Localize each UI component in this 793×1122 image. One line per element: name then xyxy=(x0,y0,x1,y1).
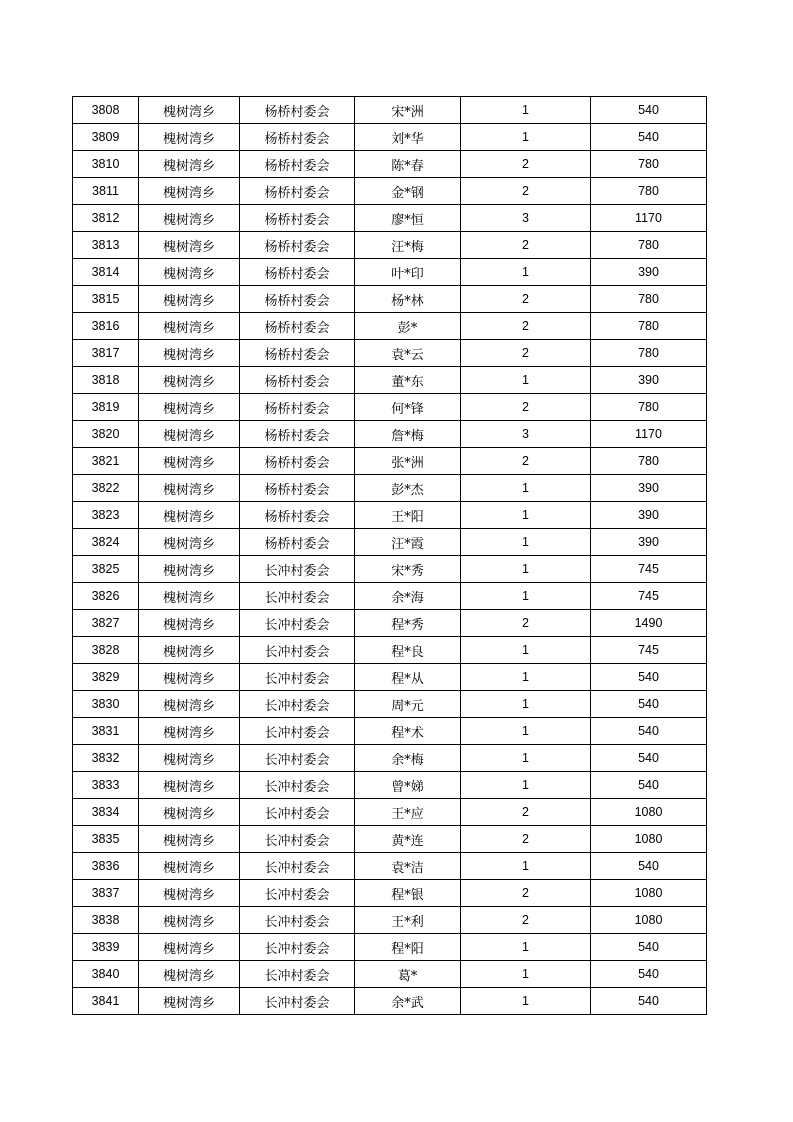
cell-count: 2 xyxy=(461,907,591,934)
cell-village-committee: 杨桥村委会 xyxy=(240,313,355,340)
cell-name: 彭*杰 xyxy=(355,475,461,502)
cell-township: 槐树湾乡 xyxy=(139,529,240,556)
table-row xyxy=(73,583,707,610)
cell-name: 葛* xyxy=(355,961,461,988)
cell-count: 3 xyxy=(461,205,591,232)
cell-count: 1 xyxy=(461,664,591,691)
cell-village-committee: 长冲村委会 xyxy=(240,664,355,691)
cell-count: 1 xyxy=(461,502,591,529)
cell-amount: 390 xyxy=(591,367,707,394)
cell-count: 1 xyxy=(461,772,591,799)
cell-amount: 1080 xyxy=(591,826,707,853)
cell-amount: 390 xyxy=(591,475,707,502)
cell-township: 槐树湾乡 xyxy=(139,610,240,637)
cell-amount: 780 xyxy=(591,286,707,313)
table-row xyxy=(73,745,707,772)
cell-township: 槐树湾乡 xyxy=(139,799,240,826)
table-row xyxy=(73,394,707,421)
table-row xyxy=(73,340,707,367)
cell-name: 宋*洲 xyxy=(355,97,461,124)
cell-serial-number: 3810 xyxy=(73,151,139,178)
cell-serial-number: 3820 xyxy=(73,421,139,448)
cell-amount: 390 xyxy=(591,259,707,286)
cell-count: 1 xyxy=(461,259,591,286)
cell-count: 1 xyxy=(461,691,591,718)
cell-name: 金*钢 xyxy=(355,178,461,205)
cell-count: 3 xyxy=(461,421,591,448)
cell-village-committee: 杨桥村委会 xyxy=(240,475,355,502)
cell-name: 汪*霞 xyxy=(355,529,461,556)
cell-amount: 540 xyxy=(591,718,707,745)
cell-village-committee: 杨桥村委会 xyxy=(240,259,355,286)
cell-amount: 540 xyxy=(591,745,707,772)
cell-count: 2 xyxy=(461,178,591,205)
cell-serial-number: 3837 xyxy=(73,880,139,907)
cell-serial-number: 3821 xyxy=(73,448,139,475)
cell-count: 1 xyxy=(461,745,591,772)
table-row xyxy=(73,799,707,826)
cell-name: 袁*云 xyxy=(355,340,461,367)
cell-count: 2 xyxy=(461,826,591,853)
cell-serial-number: 3822 xyxy=(73,475,139,502)
cell-village-committee: 杨桥村委会 xyxy=(240,367,355,394)
cell-serial-number: 3827 xyxy=(73,610,139,637)
cell-township: 槐树湾乡 xyxy=(139,448,240,475)
cell-village-committee: 长冲村委会 xyxy=(240,772,355,799)
cell-amount: 780 xyxy=(591,232,707,259)
table-row xyxy=(73,961,707,988)
cell-serial-number: 3832 xyxy=(73,745,139,772)
cell-amount: 780 xyxy=(591,178,707,205)
cell-serial-number: 3828 xyxy=(73,637,139,664)
table-row xyxy=(73,151,707,178)
cell-amount: 540 xyxy=(591,124,707,151)
cell-amount: 1080 xyxy=(591,799,707,826)
cell-village-committee: 长冲村委会 xyxy=(240,934,355,961)
cell-village-committee: 长冲村委会 xyxy=(240,556,355,583)
cell-name: 余*海 xyxy=(355,583,461,610)
cell-serial-number: 3824 xyxy=(73,529,139,556)
cell-amount: 745 xyxy=(591,556,707,583)
cell-name: 程*良 xyxy=(355,637,461,664)
cell-serial-number: 3825 xyxy=(73,556,139,583)
cell-name: 程*秀 xyxy=(355,610,461,637)
cell-township: 槐树湾乡 xyxy=(139,745,240,772)
cell-name: 詹*梅 xyxy=(355,421,461,448)
cell-township: 槐树湾乡 xyxy=(139,475,240,502)
cell-serial-number: 3819 xyxy=(73,394,139,421)
table-row xyxy=(73,853,707,880)
cell-amount: 390 xyxy=(591,502,707,529)
cell-serial-number: 3833 xyxy=(73,772,139,799)
table-row xyxy=(73,178,707,205)
cell-count: 1 xyxy=(461,97,591,124)
cell-village-committee: 杨桥村委会 xyxy=(240,448,355,475)
cell-township: 槐树湾乡 xyxy=(139,340,240,367)
table-row xyxy=(73,259,707,286)
cell-count: 2 xyxy=(461,880,591,907)
cell-count: 2 xyxy=(461,340,591,367)
cell-count: 1 xyxy=(461,961,591,988)
cell-count: 1 xyxy=(461,583,591,610)
table-row xyxy=(73,205,707,232)
table-row xyxy=(73,313,707,340)
cell-serial-number: 3830 xyxy=(73,691,139,718)
table-row xyxy=(73,664,707,691)
cell-name: 董*东 xyxy=(355,367,461,394)
cell-serial-number: 3826 xyxy=(73,583,139,610)
cell-amount: 780 xyxy=(591,448,707,475)
cell-count: 1 xyxy=(461,934,591,961)
cell-name: 张*洲 xyxy=(355,448,461,475)
cell-serial-number: 3808 xyxy=(73,97,139,124)
cell-serial-number: 3811 xyxy=(73,178,139,205)
cell-township: 槐树湾乡 xyxy=(139,421,240,448)
cell-village-committee: 杨桥村委会 xyxy=(240,205,355,232)
table-row xyxy=(73,610,707,637)
cell-township: 槐树湾乡 xyxy=(139,934,240,961)
cell-village-committee: 长冲村委会 xyxy=(240,988,355,1015)
table-row xyxy=(73,421,707,448)
cell-township: 槐树湾乡 xyxy=(139,718,240,745)
cell-count: 1 xyxy=(461,556,591,583)
cell-amount: 540 xyxy=(591,97,707,124)
cell-amount: 540 xyxy=(591,664,707,691)
cell-count: 1 xyxy=(461,988,591,1015)
cell-count: 1 xyxy=(461,475,591,502)
table-row xyxy=(73,637,707,664)
cell-township: 槐树湾乡 xyxy=(139,367,240,394)
cell-village-committee: 长冲村委会 xyxy=(240,799,355,826)
table-row xyxy=(73,475,707,502)
cell-name: 程*从 xyxy=(355,664,461,691)
cell-township: 槐树湾乡 xyxy=(139,907,240,934)
cell-village-committee: 杨桥村委会 xyxy=(240,421,355,448)
cell-township: 槐树湾乡 xyxy=(139,124,240,151)
cell-village-committee: 长冲村委会 xyxy=(240,853,355,880)
table-row xyxy=(73,934,707,961)
cell-township: 槐树湾乡 xyxy=(139,313,240,340)
cell-township: 槐树湾乡 xyxy=(139,988,240,1015)
table-row xyxy=(73,880,707,907)
cell-name: 黄*连 xyxy=(355,826,461,853)
roster-body xyxy=(73,97,707,1015)
table-row xyxy=(73,772,707,799)
table-row xyxy=(73,367,707,394)
cell-name: 余*梅 xyxy=(355,745,461,772)
cell-serial-number: 3818 xyxy=(73,367,139,394)
cell-township: 槐树湾乡 xyxy=(139,664,240,691)
cell-township: 槐树湾乡 xyxy=(139,556,240,583)
cell-serial-number: 3838 xyxy=(73,907,139,934)
cell-amount: 780 xyxy=(591,340,707,367)
cell-serial-number: 3835 xyxy=(73,826,139,853)
cell-name: 刘*华 xyxy=(355,124,461,151)
cell-village-committee: 长冲村委会 xyxy=(240,718,355,745)
cell-amount: 540 xyxy=(591,934,707,961)
cell-name: 何*锋 xyxy=(355,394,461,421)
cell-amount: 540 xyxy=(591,691,707,718)
cell-count: 2 xyxy=(461,610,591,637)
cell-village-committee: 杨桥村委会 xyxy=(240,151,355,178)
cell-amount: 780 xyxy=(591,394,707,421)
cell-amount: 1490 xyxy=(591,610,707,637)
cell-amount: 745 xyxy=(591,583,707,610)
cell-name: 王*利 xyxy=(355,907,461,934)
table-row xyxy=(73,232,707,259)
cell-name: 程*银 xyxy=(355,880,461,907)
cell-count: 2 xyxy=(461,313,591,340)
cell-village-committee: 杨桥村委会 xyxy=(240,178,355,205)
cell-village-committee: 长冲村委会 xyxy=(240,961,355,988)
cell-village-committee: 杨桥村委会 xyxy=(240,286,355,313)
cell-name: 曾*娣 xyxy=(355,772,461,799)
cell-name: 王*应 xyxy=(355,799,461,826)
table-row xyxy=(73,691,707,718)
cell-township: 槐树湾乡 xyxy=(139,151,240,178)
cell-township: 槐树湾乡 xyxy=(139,178,240,205)
table-row xyxy=(73,988,707,1015)
cell-name: 宋*秀 xyxy=(355,556,461,583)
cell-count: 1 xyxy=(461,367,591,394)
cell-village-committee: 长冲村委会 xyxy=(240,880,355,907)
cell-name: 王*阳 xyxy=(355,502,461,529)
cell-serial-number: 3812 xyxy=(73,205,139,232)
cell-amount: 745 xyxy=(591,637,707,664)
cell-village-committee: 杨桥村委会 xyxy=(240,97,355,124)
cell-serial-number: 3813 xyxy=(73,232,139,259)
cell-count: 1 xyxy=(461,853,591,880)
table-row xyxy=(73,448,707,475)
cell-amount: 1170 xyxy=(591,205,707,232)
cell-village-committee: 杨桥村委会 xyxy=(240,232,355,259)
cell-township: 槐树湾乡 xyxy=(139,259,240,286)
cell-name: 杨*林 xyxy=(355,286,461,313)
cell-serial-number: 3809 xyxy=(73,124,139,151)
cell-name: 汪*梅 xyxy=(355,232,461,259)
cell-village-committee: 长冲村委会 xyxy=(240,826,355,853)
cell-township: 槐树湾乡 xyxy=(139,205,240,232)
cell-amount: 780 xyxy=(591,151,707,178)
cell-township: 槐树湾乡 xyxy=(139,880,240,907)
cell-amount: 540 xyxy=(591,988,707,1015)
cell-serial-number: 3817 xyxy=(73,340,139,367)
cell-name: 叶*印 xyxy=(355,259,461,286)
cell-village-committee: 长冲村委会 xyxy=(240,691,355,718)
cell-township: 槐树湾乡 xyxy=(139,232,240,259)
cell-village-committee: 长冲村委会 xyxy=(240,583,355,610)
table-row xyxy=(73,907,707,934)
cell-amount: 540 xyxy=(591,853,707,880)
cell-township: 槐树湾乡 xyxy=(139,637,240,664)
cell-name: 袁*洁 xyxy=(355,853,461,880)
cell-serial-number: 3831 xyxy=(73,718,139,745)
cell-serial-number: 3840 xyxy=(73,961,139,988)
cell-township: 槐树湾乡 xyxy=(139,691,240,718)
table-row xyxy=(73,286,707,313)
cell-village-committee: 长冲村委会 xyxy=(240,907,355,934)
cell-township: 槐树湾乡 xyxy=(139,286,240,313)
cell-amount: 540 xyxy=(591,961,707,988)
cell-village-committee: 杨桥村委会 xyxy=(240,124,355,151)
cell-count: 1 xyxy=(461,718,591,745)
table-row xyxy=(73,97,707,124)
table-row xyxy=(73,502,707,529)
cell-serial-number: 3815 xyxy=(73,286,139,313)
cell-count: 1 xyxy=(461,529,591,556)
cell-serial-number: 3829 xyxy=(73,664,139,691)
cell-name: 程*术 xyxy=(355,718,461,745)
cell-count: 2 xyxy=(461,448,591,475)
cell-serial-number: 3814 xyxy=(73,259,139,286)
cell-township: 槐树湾乡 xyxy=(139,772,240,799)
cell-amount: 540 xyxy=(591,772,707,799)
cell-name: 程*阳 xyxy=(355,934,461,961)
roster-table xyxy=(72,96,707,1015)
cell-township: 槐树湾乡 xyxy=(139,826,240,853)
cell-count: 2 xyxy=(461,286,591,313)
cell-amount: 390 xyxy=(591,529,707,556)
cell-amount: 1080 xyxy=(591,880,707,907)
table-row xyxy=(73,718,707,745)
cell-village-committee: 长冲村委会 xyxy=(240,637,355,664)
cell-amount: 1170 xyxy=(591,421,707,448)
cell-count: 2 xyxy=(461,151,591,178)
cell-village-committee: 杨桥村委会 xyxy=(240,502,355,529)
cell-amount: 1080 xyxy=(591,907,707,934)
cell-name: 廖*恒 xyxy=(355,205,461,232)
cell-count: 2 xyxy=(461,394,591,421)
cell-township: 槐树湾乡 xyxy=(139,583,240,610)
cell-name: 彭* xyxy=(355,313,461,340)
cell-serial-number: 3841 xyxy=(73,988,139,1015)
cell-count: 1 xyxy=(461,637,591,664)
cell-count: 2 xyxy=(461,799,591,826)
cell-name: 余*武 xyxy=(355,988,461,1015)
cell-amount: 780 xyxy=(591,313,707,340)
cell-serial-number: 3816 xyxy=(73,313,139,340)
cell-name: 陈*春 xyxy=(355,151,461,178)
cell-serial-number: 3839 xyxy=(73,934,139,961)
cell-count: 2 xyxy=(461,232,591,259)
table-row xyxy=(73,556,707,583)
table-row xyxy=(73,826,707,853)
cell-village-committee: 杨桥村委会 xyxy=(240,529,355,556)
cell-serial-number: 3836 xyxy=(73,853,139,880)
cell-serial-number: 3823 xyxy=(73,502,139,529)
cell-township: 槐树湾乡 xyxy=(139,961,240,988)
cell-village-committee: 长冲村委会 xyxy=(240,610,355,637)
table-row xyxy=(73,124,707,151)
cell-village-committee: 长冲村委会 xyxy=(240,745,355,772)
table-row xyxy=(73,529,707,556)
cell-serial-number: 3834 xyxy=(73,799,139,826)
cell-township: 槐树湾乡 xyxy=(139,394,240,421)
cell-township: 槐树湾乡 xyxy=(139,97,240,124)
cell-township: 槐树湾乡 xyxy=(139,502,240,529)
cell-township: 槐树湾乡 xyxy=(139,853,240,880)
cell-count: 1 xyxy=(461,124,591,151)
cell-village-committee: 杨桥村委会 xyxy=(240,394,355,421)
cell-name: 周*元 xyxy=(355,691,461,718)
cell-village-committee: 杨桥村委会 xyxy=(240,340,355,367)
